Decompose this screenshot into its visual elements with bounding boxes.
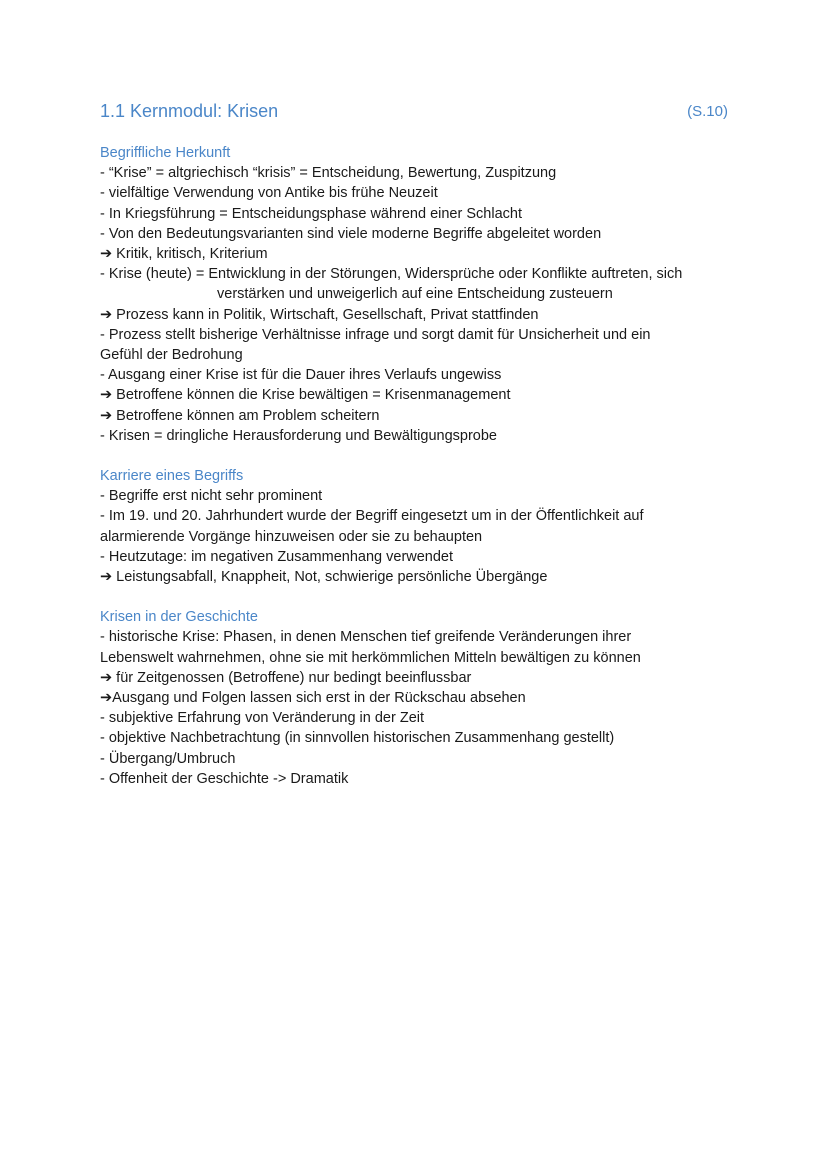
section-heading: Begriffliche Herkunft <box>100 145 231 161</box>
text-line-continuation: verstärken und unweigerlich auf eine Entscheidung zusteuern <box>217 286 613 303</box>
text-line: - In Kriegsführung = Entscheidungsphase während einer Schlacht <box>100 205 522 222</box>
section-karriere-eines-begriffs <box>100 466 728 587</box>
section-heading: Krisen in der Geschichte <box>100 609 258 626</box>
text-line: - historische Krise: Phasen, in denen Menschen tief greifende Veränderungen ihrer <box>100 629 632 646</box>
text-line: alarmierende Vorgänge hinzuweisen oder sie zu behaupten <box>100 528 483 545</box>
text-line: ➔ für Zeitgenossen (Betroffene) nur bedingt beeinflussbar <box>100 669 472 686</box>
text-line: ➔ Leistungsabfall, Knappheit, Not, schwierige persönliche Übergänge <box>100 569 548 586</box>
section-heading: Karriere eines Begriffs <box>100 468 244 485</box>
document-page <box>100 98 728 789</box>
page-reference: (S.10) <box>687 103 728 120</box>
text-line: - Offenheit der Geschichte -> Dramatik <box>100 770 349 787</box>
text-line: - vielfältige Verwendung von Antike bis frühe Neuzeit <box>100 185 438 202</box>
text-line: - Prozess stellt bisherige Verhältnisse infrage und sorgt damit für Unsicherheit und ein <box>100 326 651 343</box>
text-line: - subjektive Erfahrung von Veränderung in der Zeit <box>100 710 425 727</box>
text-line: - Krise (heute) = Entwicklung in der Störungen, Widersprüche oder Konflikte auftreten, sich <box>100 266 683 283</box>
text-line: - “Krise” = altgriechisch “krisis” = Entscheidung, Bewertung, Zuspitzung <box>100 165 557 182</box>
text-line: ➔Ausgang und Folgen lassen sich erst in der Rückschau absehen <box>100 690 526 707</box>
text-line: - Krisen = dringliche Herausforderung und Bewältigungsprobe <box>100 427 497 444</box>
text-line: Gefühl der Bedrohung <box>100 347 243 364</box>
text-line: - Begriffe erst nicht sehr prominent <box>100 488 323 505</box>
text-line: - Übergang/Umbruch <box>100 750 236 767</box>
page-title: 1.1 Kernmodul: Krisen <box>100 101 279 121</box>
text-line: ➔ Kritik, kritisch, Kriterium <box>100 246 268 263</box>
text-line: - Ausgang einer Krise ist für die Dauer ihres Verlaufs ungewiss <box>100 367 502 384</box>
text-line: Lebenswelt wahrnehmen, ohne sie mit herkömmlichen Mitteln bewältigen zu können <box>100 649 641 666</box>
text-line: ➔ Betroffene können am Problem scheitern <box>100 407 380 424</box>
text-line: - Von den Bedeutungsvarianten sind viele moderne Begriffe abgeleitet worden <box>100 225 602 242</box>
text-line: ➔ Betroffene können die Krise bewältigen = Krisenmanagement <box>100 387 511 404</box>
section-krisen-in-der-geschichte <box>100 607 728 789</box>
title-row <box>100 98 728 124</box>
text-line: - Heutzutage: im negativen Zusammenhang verwendet <box>100 548 454 565</box>
text-line: ➔ Prozess kann in Politik, Wirtschaft, Gesellschaft, Privat stattfinden <box>100 306 539 323</box>
text-line: - objektive Nachbetrachtung (in sinnvollen historischen Zusammenhang gestellt) <box>100 730 615 747</box>
section-begriffliche-herkunft <box>100 143 728 446</box>
text-line: - Im 19. und 20. Jahrhundert wurde der Begriff eingesetzt um in der Öffentlichkeit auf <box>100 508 644 525</box>
